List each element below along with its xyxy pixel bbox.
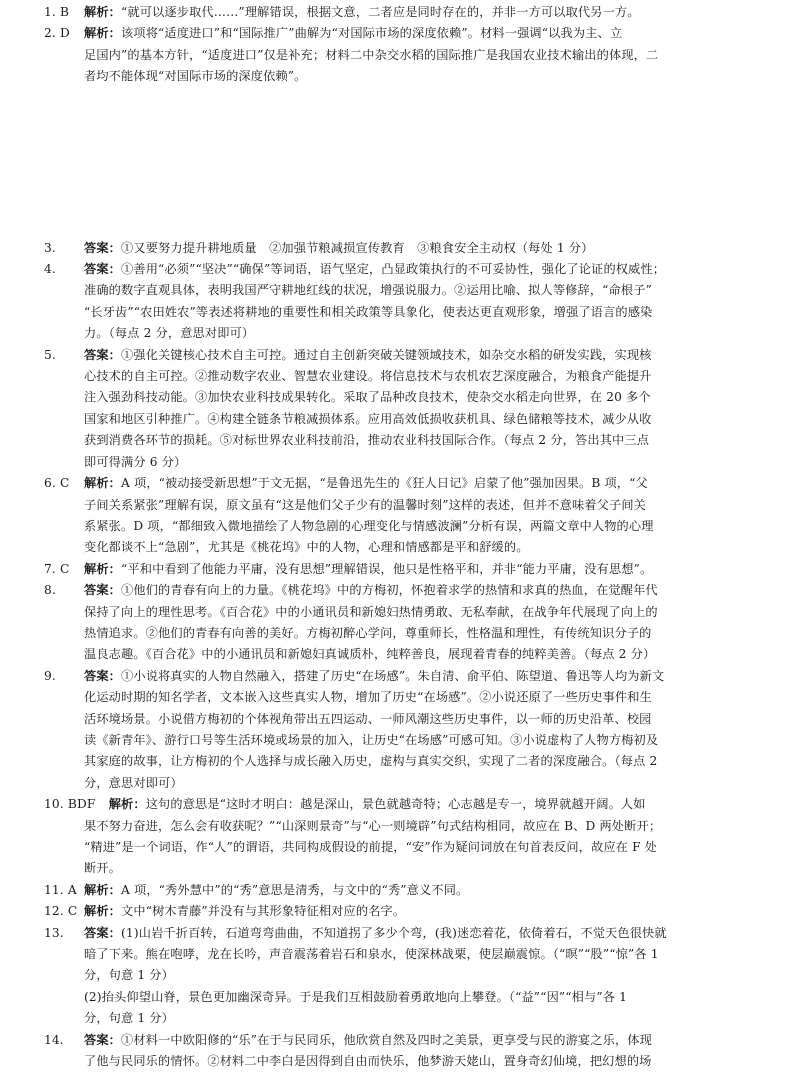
answers-top-section	[44, 2, 756, 88]
answer-label: 解析：	[108, 797, 146, 812]
answer-line: 答案：①小说将真实的人物自然融入，搭建了历史“在场感”。朱自清、俞平伯、陈望道、鲁迅等人均为新文	[84, 668, 665, 683]
answer-line: 断开。	[84, 861, 122, 876]
answer-entry	[44, 259, 756, 345]
answer-label: 答案：	[84, 925, 122, 940]
answer-entry	[44, 238, 756, 259]
answer-line: 了他与民同乐的情怀。②材料二中李白是因得到自由而快乐，他梦游天姥山，置身奇幻仙境，把幻想的场	[84, 1054, 652, 1069]
answer-line: 获到消费各环节的损耗。⑤对标世界农业科技前沿，推动农业科技国际合作。（每点 2 分，答出其中三点	[84, 433, 650, 448]
answer-entry	[44, 473, 756, 559]
answer-line: “精进”是一个词语，作“人”的谓语，共同构成假设的前提，“安”作为疑问词放在句首表反问，故应在 F 处	[84, 840, 658, 854]
answer-line: 活环境场景。小说借方梅初的个体视角带出五四运动、一师风潮这些历史事件，以一师的历史沿革、校园	[84, 711, 652, 726]
answer-line: 答案：①他们的青春有向上的力量。《桃花坞》中的方梅初，怀抱着求学的热情和求真的热血，在觉醒年代	[84, 583, 658, 598]
answer-line: 答案：①材料一中欧阳修的“乐”在于与民同乐，他欣赏自然及四时之美景，更享受与民的游宴之乐，体现	[84, 1032, 652, 1047]
answer-line: 暗了下来。熊在咆哮，龙在长吟，声音震荡着岩石和泉水，使深林战栗，使层巅震惊。（“暝”“股”“惊”各 1	[84, 947, 659, 962]
answer-line: (2)抬头仰望山脊，景色更加幽深奇异。于是我们互相鼓励着勇敢地向上攀登。（“益”“因”“相与”各 1	[84, 989, 627, 1004]
answer-line: 准确的数字直观具体，表明我国严守耕地红线的状况，增强说服力。②运用比喻、拟人等修辞，“命根子”	[84, 283, 652, 298]
question-number: 13.	[44, 925, 64, 940]
answer-label: 解析：	[84, 5, 122, 19]
question-number: 14.	[44, 1032, 64, 1047]
answer-line: 答案：①善用“必须”“坚决”“确保”等词语，语气坚定，凸显政策执行的不可妥协性，强化了论证的权威性；	[84, 262, 666, 277]
answer-label: 答案：	[84, 262, 122, 277]
question-number: 2. D	[44, 26, 70, 41]
answer-line: 解析：“就可以逐步取代……”理解错误，根据文意，二者应是同时存在的，并非一方可以取代另一方。	[84, 5, 640, 19]
answer-line: 答案：①又要努力提升耕地质量 ②加强节粮减损宣传教育 ③粮食安全主动权（每处 1 分）	[84, 240, 594, 255]
answer-line: 足国内”的基本方针，“适度进口”仅是补充；材料二中杂交水稻的国际推广是我国农业技术输出的体现，二	[84, 47, 659, 62]
answer-label: 答案：	[84, 347, 122, 362]
answer-line: 解析：A 项，“被动接受新思想”于文无据，“是鲁迅先生的《狂人日记》启蒙了他”强加因果。B 项，“父	[84, 476, 648, 491]
answer-entry	[44, 880, 756, 901]
answer-label: 解析：	[84, 561, 122, 576]
answer-entry	[44, 345, 756, 473]
answer-entry	[44, 901, 756, 922]
question-number: 6. C	[44, 476, 70, 491]
answer-line: 化运动时期的知名学者，文本嵌入这些真实人物，增加了历史“在场感”。②小说还原了一些历史事件和生	[84, 690, 652, 705]
question-number: 9.	[44, 668, 56, 683]
answer-label: 解析：	[84, 882, 122, 897]
answer-label: 解析：	[84, 904, 122, 919]
answer-line: 力。（每点 2 分，意思对即可）	[84, 326, 255, 341]
answer-line: 解析：该项将“适度进口”和“国际推广”曲解为“对国际市场的深度依赖”。材料一强调“以我为主、立	[84, 26, 623, 41]
answer-label: 答案：	[84, 240, 122, 255]
answer-line: 变化都谈不上“急剧”，尤其是《桃花坞》中的人物，心理和情感都是平和舒缓的。	[84, 540, 529, 555]
answer-entry	[44, 666, 756, 794]
answer-line: 解析：文中“树木青藤”并没有与其形象特征相对应的名字。	[84, 904, 406, 919]
answer-line: 保持了向上的理性思考。《百合花》中的小通讯员和新媳妇热情勇敢、无私奉献，在战争年代展现了向上的	[84, 604, 658, 619]
answer-line: 其家庭的故事，让方梅初的个人选择与成长融入历史，虚构与真实交织，实现了二者的深度融合。（每点 2	[84, 754, 658, 769]
answer-line: 热情追求。②他们的青春有向善的美好。方梅初醉心学问，尊重师长，性格温和理性，有传统知识分子的	[84, 625, 652, 640]
question-number: 12. C	[44, 904, 78, 919]
answer-line: 子间关系紧张”理解有误，原文虽有“这是他们父子少有的温馨时刻”这样的表述，但并不意味着父子间关	[84, 497, 646, 512]
answer-label: 答案：	[84, 583, 122, 598]
blank-gap	[84, 88, 756, 238]
answer-entry	[44, 559, 756, 580]
answer-line: 注入强劲科技动能。③加快农业科技成果转化。采取了品种改良技术，使杂交水稻走向世界，在 20 多个	[84, 390, 651, 405]
answer-line: 分，句意 1 分）	[84, 968, 174, 983]
answer-line: 心技术的自主可控。②推动数字农业、智慧农业建设。将信息技术与农机农艺深度融合，为粮食产能提升	[84, 369, 652, 384]
question-number: 7. C	[44, 561, 70, 576]
answer-line: 即可得满分 6 分）	[84, 454, 187, 469]
answer-line: 读《新青年》、游行口号等生活环境或场景的加入，让历史“在场感”可感可知。③小说虚构了人物方梅初及	[84, 732, 659, 747]
answer-line: 国家和地区引种推广。④构建全链条节粮减损体系。应用高效低损收获机具、绿色储粮等技术，减少从收	[84, 411, 652, 426]
answer-line: 果不努力奋进，怎么会有收获呢？”“山深则景奇”与“心一则境辟”句式结构相同，故应在 B、D 两处断开；	[84, 818, 662, 833]
answer-line: 答案：①强化关键核心技术自主可控。通过自主创新突破关键领域技术，如杂交水稻的研发实践，实现核	[84, 347, 652, 362]
answer-label: 解析：	[84, 476, 122, 491]
answer-line: 解析：A 项，“秀外慧中”的“秀”意思是清秀，与文中的“秀”意义不同。	[84, 882, 469, 897]
answer-line: 系紧张。D 项，“都细致入微地描绘了人物急剧的心理变化与情感波澜”分析有误，两篇文章中人物的心理	[84, 518, 654, 533]
question-number: 4.	[44, 262, 56, 277]
answer-line: 解析：这句的意思是“这时才明白：越是深山，景色就越奇特；心志越是专一，境界就越开阔。人如	[108, 797, 646, 812]
question-number: 10. BDF	[44, 797, 96, 812]
answer-line: 分，句意 1 分）	[84, 1011, 174, 1026]
question-number: 3.	[44, 240, 56, 255]
question-number: 8.	[44, 583, 56, 598]
answer-line: 者均不能体现“对国际市场的深度依赖”。	[84, 69, 307, 84]
answer-entry	[44, 794, 756, 880]
answer-entry	[44, 1030, 756, 1073]
answers-bottom-section	[44, 238, 756, 1073]
question-number: 1. B	[44, 5, 70, 19]
answer-label: 答案：	[84, 668, 122, 683]
answer-line: 温良志趣。《百合花》中的小通讯员和新媳妇真诚质朴，纯粹善良，展现着青春的纯粹美善。（每点 2 分）	[84, 647, 656, 662]
answer-label: 解析：	[84, 26, 122, 41]
answer-line: 答案：(1)山岩千折百转，石道弯弯曲曲，不知道拐了多少个弯，(我)迷恋着花，依倚着石，不觉天色很快就	[84, 925, 667, 940]
answer-entry	[44, 23, 756, 87]
answer-entry	[44, 2, 756, 23]
answer-line: 解析：“平和中看到了他能力平庸，没有思想”理解错误，他只是性格平和，并非“能力平庸，没有思想”。	[84, 561, 653, 576]
answer-entry	[44, 580, 756, 666]
answer-entry	[44, 923, 756, 1030]
answer-line: 分，意思对即可）	[84, 775, 183, 790]
answer-line: “长牙齿”“农田姓农”等表述将耕地的重要性和相关政策等具象化，使表达更直观形象，增强了语言的感染	[84, 304, 653, 319]
question-number: 11. A	[44, 882, 77, 897]
question-number: 5.	[44, 347, 56, 362]
answer-label: 答案：	[84, 1032, 122, 1047]
